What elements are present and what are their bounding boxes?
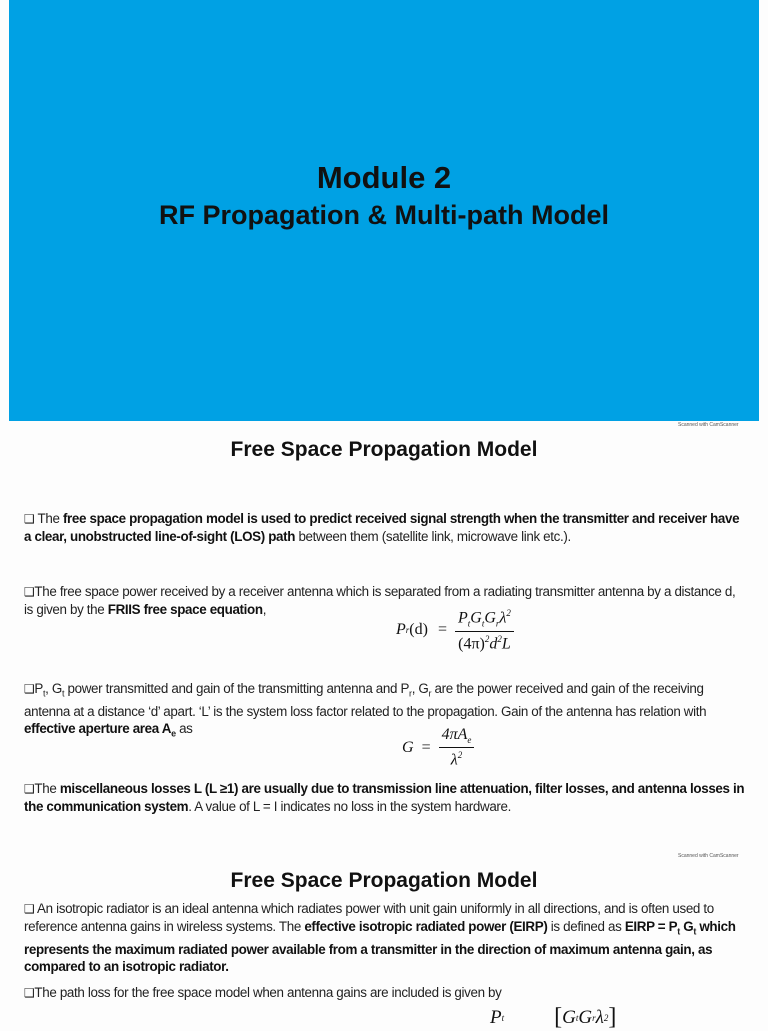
- text: is defined as: [547, 919, 625, 934]
- eq-text: λ: [450, 751, 458, 769]
- eq-sup: 2: [484, 633, 490, 644]
- text: The: [34, 511, 63, 526]
- bold-text: effective isotropic radiated power (EIRP): [304, 919, 548, 934]
- bold-text: effective aperture area A: [24, 720, 172, 736]
- eq-sub: r: [592, 1012, 596, 1023]
- bold-text: free space propagation model is used to predict received signal strength when the transmitter and receiver have a clear, unobstructed line-of-sight (LOS) path: [24, 511, 740, 544]
- watermark: Scanned with CamScanner: [678, 853, 739, 859]
- text: as: [175, 720, 193, 736]
- eq-sub: t: [501, 1012, 505, 1023]
- eq-text: G: [562, 1006, 576, 1028]
- paragraph-parameters: [24, 680, 746, 742]
- module-title: Module 2: [316, 160, 452, 195]
- eq-sup: 2: [603, 1012, 609, 1023]
- text: power transmitted and gain of the transmitting antenna and P: [64, 681, 410, 696]
- sub: t: [43, 688, 46, 699]
- eq-text: G: [578, 1006, 593, 1028]
- text: ,: [262, 602, 267, 617]
- watermark: Scanned with CamScanner: [678, 422, 739, 428]
- paragraph-path-loss: [24, 984, 746, 1002]
- fraction: [439, 726, 475, 770]
- eq-sup: 2: [497, 633, 502, 644]
- eq-sub: r: [495, 618, 500, 629]
- bracket-left: [: [554, 1004, 563, 1030]
- bold-text: miscellaneous losses L (L ≥1) are usually due to transmission line attenuation, filter losses, and antenna losses in the communication system: [24, 781, 745, 814]
- checkbox-bullet-icon: ❑: [24, 682, 35, 696]
- eq-sign: =: [421, 738, 431, 756]
- text: An isotropic radiator is an ideal antenna which radiates power with unit gain uniformly in all directions, and is often used to reference antenna gains in wireless systems. The: [24, 901, 714, 934]
- checkbox-bullet-icon: ❑: [24, 782, 35, 796]
- bold-text: FRIIS free space equation: [107, 602, 263, 617]
- eq-text: λ: [499, 609, 507, 627]
- text: are the power received and gain of the receiving antenna at a distance ‘d’ apart. ‘L’ is the system loss factor related to the propagation. Gain of the antenna has relation with: [24, 681, 707, 719]
- fraction: [455, 608, 514, 653]
- eq-sub: t: [575, 1012, 579, 1023]
- eq-text: λ: [595, 1006, 604, 1028]
- eq-sup: 2: [506, 608, 511, 618]
- sub: t: [693, 926, 696, 937]
- sub: r: [409, 688, 412, 699]
- text: P: [34, 681, 44, 696]
- text: , G: [45, 681, 62, 696]
- eq-text: L: [501, 634, 511, 652]
- path-loss-equation-partial: [490, 1004, 616, 1031]
- eq-sub: t: [467, 618, 471, 629]
- eq-sign: =: [437, 621, 447, 639]
- checkbox-bullet-icon: ❑: [24, 512, 35, 526]
- bold-text: which represents the maximum radiated power available from a transmitter in the direction of maximum antenna gain, as compared to an isotropic radiator.: [24, 919, 736, 974]
- eq-sub: t: [481, 618, 485, 629]
- eq-text: d: [489, 634, 498, 652]
- slide-heading: Free Space Propagation Model: [230, 438, 538, 461]
- friis-equation: [396, 608, 514, 653]
- eq-text: (d): [409, 621, 428, 639]
- text: . A value of L = I indicates no loss in the system hardware.: [188, 799, 511, 814]
- paragraph-friis: [24, 583, 746, 618]
- checkbox-bullet-icon: ❑: [24, 585, 35, 599]
- text: The: [34, 781, 60, 796]
- eq-text: (4π): [458, 634, 485, 652]
- eq-text: G: [484, 609, 496, 627]
- paragraph-eirp: [24, 900, 746, 975]
- title-slide: [9, 0, 759, 421]
- sub: t: [677, 926, 680, 937]
- module-subtitle: RF Propagation & Multi-path Model: [159, 200, 609, 230]
- gain-equation: [402, 726, 474, 770]
- eq-sup: 2: [457, 750, 463, 761]
- eq-text: G: [470, 609, 482, 627]
- text: , G: [411, 681, 429, 696]
- eq-sub: r: [405, 625, 410, 636]
- text: The path loss for the free space model when antenna gains are included is given by: [34, 985, 502, 1000]
- paragraph-losses: [24, 780, 746, 815]
- eq-sub: e: [467, 735, 472, 746]
- eq-text: G: [402, 738, 414, 756]
- eq-text: P: [396, 621, 406, 639]
- sub: e: [171, 728, 176, 739]
- slide-heading: Free Space Propagation Model: [230, 869, 538, 892]
- eq-text: P: [490, 1006, 502, 1028]
- text: between them (satellite link, microwave link etc.).: [295, 529, 571, 544]
- sub: r: [428, 688, 432, 699]
- eq-text: 4πA: [441, 726, 468, 743]
- text: The free space power received by a receiver antenna which is separated from a radiating transmitter antenna by a distance d, is given by the: [24, 584, 736, 617]
- checkbox-bullet-icon: ❑: [24, 902, 35, 916]
- bracket-right: ]: [608, 1004, 617, 1030]
- sub: t: [61, 688, 65, 699]
- paragraph-free-space: [24, 510, 746, 545]
- bold-text: EIRP = P: [624, 919, 678, 934]
- checkbox-bullet-icon: ❑: [24, 986, 35, 1000]
- bold-text: G: [679, 919, 694, 934]
- eq-text: P: [457, 609, 468, 627]
